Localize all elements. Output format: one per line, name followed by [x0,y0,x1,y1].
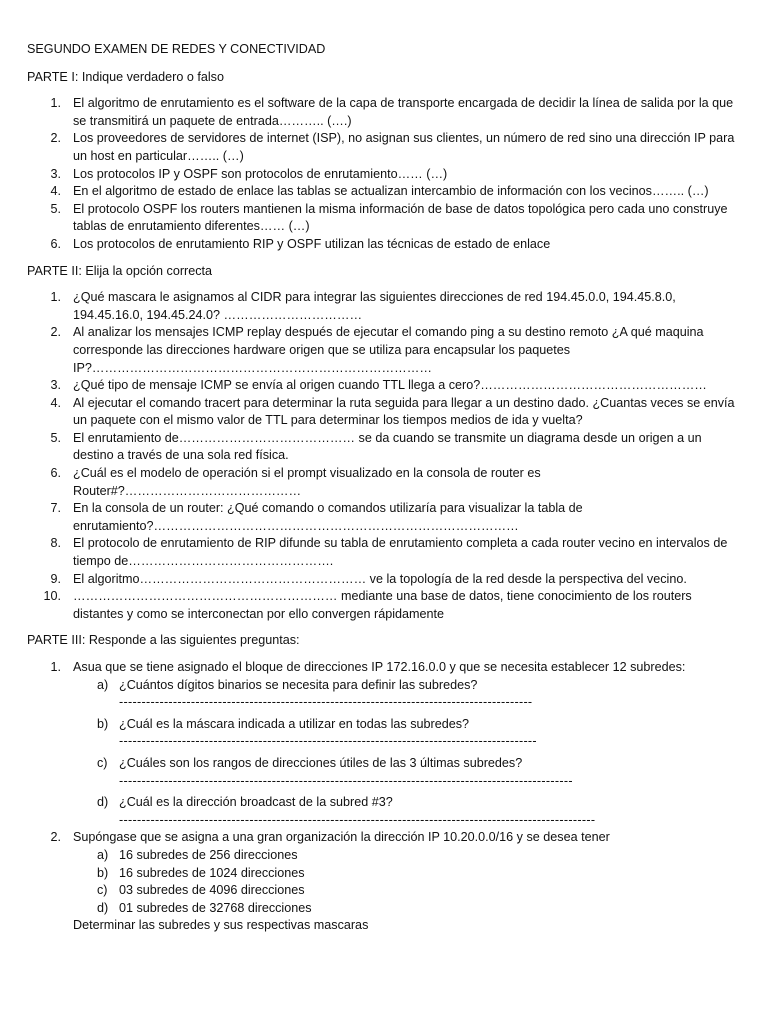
exam-title: SEGUNDO EXAMEN DE REDES Y CONECTIVIDAD [27,42,326,56]
question-number: 3. [50,166,61,181]
subquestion-label: b) [97,716,109,731]
part1-question [27,130,739,165]
question-number: 1. [50,290,61,305]
part2-question [27,430,739,465]
question-number: 4. [50,184,61,199]
question-text: Al analizar los mensajes ICMP replay después de ejecutar el comando ping a su destino remoto ¿A qué maquina corresponde las direcciones hardware origen que se utiliza para encapsular los paquetes IP?……………………………………………………………………… [73,325,704,375]
question-text: Al ejecutar el comando tracert para determinar la ruta seguida para llegar a un destino dado. ¿Cuantas veces se envía un paquete con el mismo valor de TTL para determinar los tiempos medios de ida y vuelta? [73,395,735,428]
q2-subquestion-list [27,847,739,917]
q1-subquestion-list [27,677,739,695]
question-number: 5. [50,430,61,445]
part2-question [27,535,739,570]
question-number: 2. [50,325,61,340]
subquestion-text: 03 subredes de 4096 direcciones [119,883,305,898]
part1-question [27,236,739,254]
subquestion-label: c) [97,883,108,898]
part2-question [27,289,739,324]
subquestion-label: a) [97,677,109,692]
part1-question [27,95,739,130]
question-text: El algoritmo de enrutamiento es el software de la capa de transporte encargada de decidir la línea de salida por la que se transmitirá un paquete de entrada……….. (….) [73,96,734,128]
part2-question [27,588,739,623]
question-text: ¿Qué tipo de mensaje ICMP se envía al origen cuando TTL llega a cero?……………………………………………… [73,378,707,393]
question-number: 2. [50,830,61,845]
question-number: 8. [50,536,61,551]
subquestion-text: ¿Cuál es la máscara indicada a utilizar en todas las subredes? [119,716,470,731]
subquestion-label: d) [97,900,109,915]
answer-line: ---------------------------------------------------------------------------------------------------------- [119,812,596,827]
subquestion-label: c) [97,755,108,770]
part1-heading: PARTE I: Indique verdadero o falso [27,69,224,84]
q2-closing-instruction: Determinar las subredes y sus respectivas mascaras [73,918,369,933]
part2-question [27,571,739,589]
subquestion-text: ¿Cuáles son los rangos de direcciones útiles de las 3 últimas subredes? [119,755,523,770]
question-number: 2. [50,131,61,146]
part1-question [27,201,739,236]
question-text: El protocolo OSPF los routers mantienen la misma información de base de datos topológica pero cada uno construye tablas de enrutamiento diferentes…… (…) [73,201,728,234]
question-number: 5. [50,201,61,216]
subquestion [27,794,739,812]
question-text: El protocolo de enrutamiento de RIP difunde su tabla de enrutamiento completa a cada router vecino en intervalos de tiempo de…………………………………………. [73,536,728,569]
subquestion [27,865,739,883]
q1-subquestion-list [27,794,739,812]
answer-line: -------------------------------------------------------------------------------------------- [119,695,533,710]
question-number: 10. [43,589,61,604]
subquestion [27,847,739,865]
question-text: En la consola de un router: ¿Qué comando o comandos utilizaría para visualizar la tabla de enrutamiento?…………………………………………………………………………… [73,501,583,533]
question-text: Los protocolos IP y OSPF son protocolos de enrutamiento…… (…) [73,166,448,181]
part1-question [27,183,739,201]
question-text: ¿Cuál es el modelo de operación si el prompt visualizado en la consola de router es Router#?…………………………………… [73,466,541,498]
subquestion-label: a) [97,847,109,862]
q1-subquestion-list [27,716,739,734]
subquestion [27,716,739,734]
part2-question-list [27,289,739,623]
question-number: 6. [50,236,61,251]
subquestion-text: 01 subredes de 32768 direcciones [119,900,312,915]
question-text: El algoritmo……………………………………………… ve la topología de la red desde la perspectiva del vecino. [73,571,687,586]
part2-question [27,395,739,430]
part1-question [27,166,739,184]
part2-question [27,324,739,377]
question-number: 6. [50,466,61,481]
subquestion-label: b) [97,865,109,880]
part3-question [27,829,739,847]
question-text: Asua que se tiene asignado el bloque de direcciones IP 172.16.0.0 y que se necesita establecer 12 subredes: [73,660,686,674]
part3-question-list [27,829,739,847]
part2-question [27,465,739,500]
q1-subquestion-list [27,755,739,773]
exam-document [27,41,739,935]
part2-question [27,500,739,535]
subquestion-label: d) [97,795,109,810]
question-number: 1. [50,96,61,111]
subquestion-text: 16 subredes de 256 direcciones [119,847,298,862]
answer-line: --------------------------------------------------------------------------------------------- [119,734,537,749]
question-number: 4. [50,395,61,410]
question-text: ¿Qué mascara le asignamos al CIDR para integrar las siguientes direcciones de red 194.45.0.0, 194.45.8.0, 194.45.16.0, 194.45.24.0? …………………………… [73,290,676,322]
subquestion-text: ¿Cuál es la dirección broadcast de la subred #3? [119,795,393,810]
part2-question [27,377,739,395]
question-text: Los proveedores de servidores de internet (ISP), no asignan sus clientes, un número de red sino una dirección IP para un host en particular…….. (…) [73,131,735,163]
question-text: ……………………………………………………… mediante una base de datos, tiene conocimiento de los routers distantes y como se interconectan por ello convergen rápidamente [73,589,692,621]
subquestion [27,882,739,900]
question-number: 1. [50,660,61,674]
question-number: 3. [50,378,61,393]
subquestion [27,677,739,695]
part3-question-list [27,659,739,677]
question-text: Supóngase que se asigna a una gran organización la dirección IP 10.20.0.0/16 y se desea tener [73,830,610,845]
part3-question [27,659,739,677]
question-text: En el algoritmo de estado de enlace las tablas se actualizan intercambio de información con los vecinos…….. (…) [73,184,709,199]
subquestion [27,900,739,918]
question-number: 9. [50,571,61,586]
subquestion-text: ¿Cuántos dígitos binarios se necesita para definir las subredes? [119,677,478,692]
question-number: 7. [50,501,61,516]
subquestion [27,755,739,773]
question-text: El enrutamiento de…………………………………… se da cuando se transmite un diagrama desde un origen a un destino a través de una sola red física. [73,430,702,463]
part2-heading: PARTE II: Elija la opción correcta [27,263,213,278]
part1-question-list [27,95,739,253]
subquestion-text: 16 subredes de 1024 direcciones [119,865,305,880]
question-text: Los protocolos de enrutamiento RIP y OSPF utilizan las técnicas de estado de enlace [73,236,551,251]
answer-line: ----------------------------------------------------------------------------------------------------- [119,773,573,788]
part3-heading: PARTE III: Responde a las siguientes preguntas: [27,633,300,648]
